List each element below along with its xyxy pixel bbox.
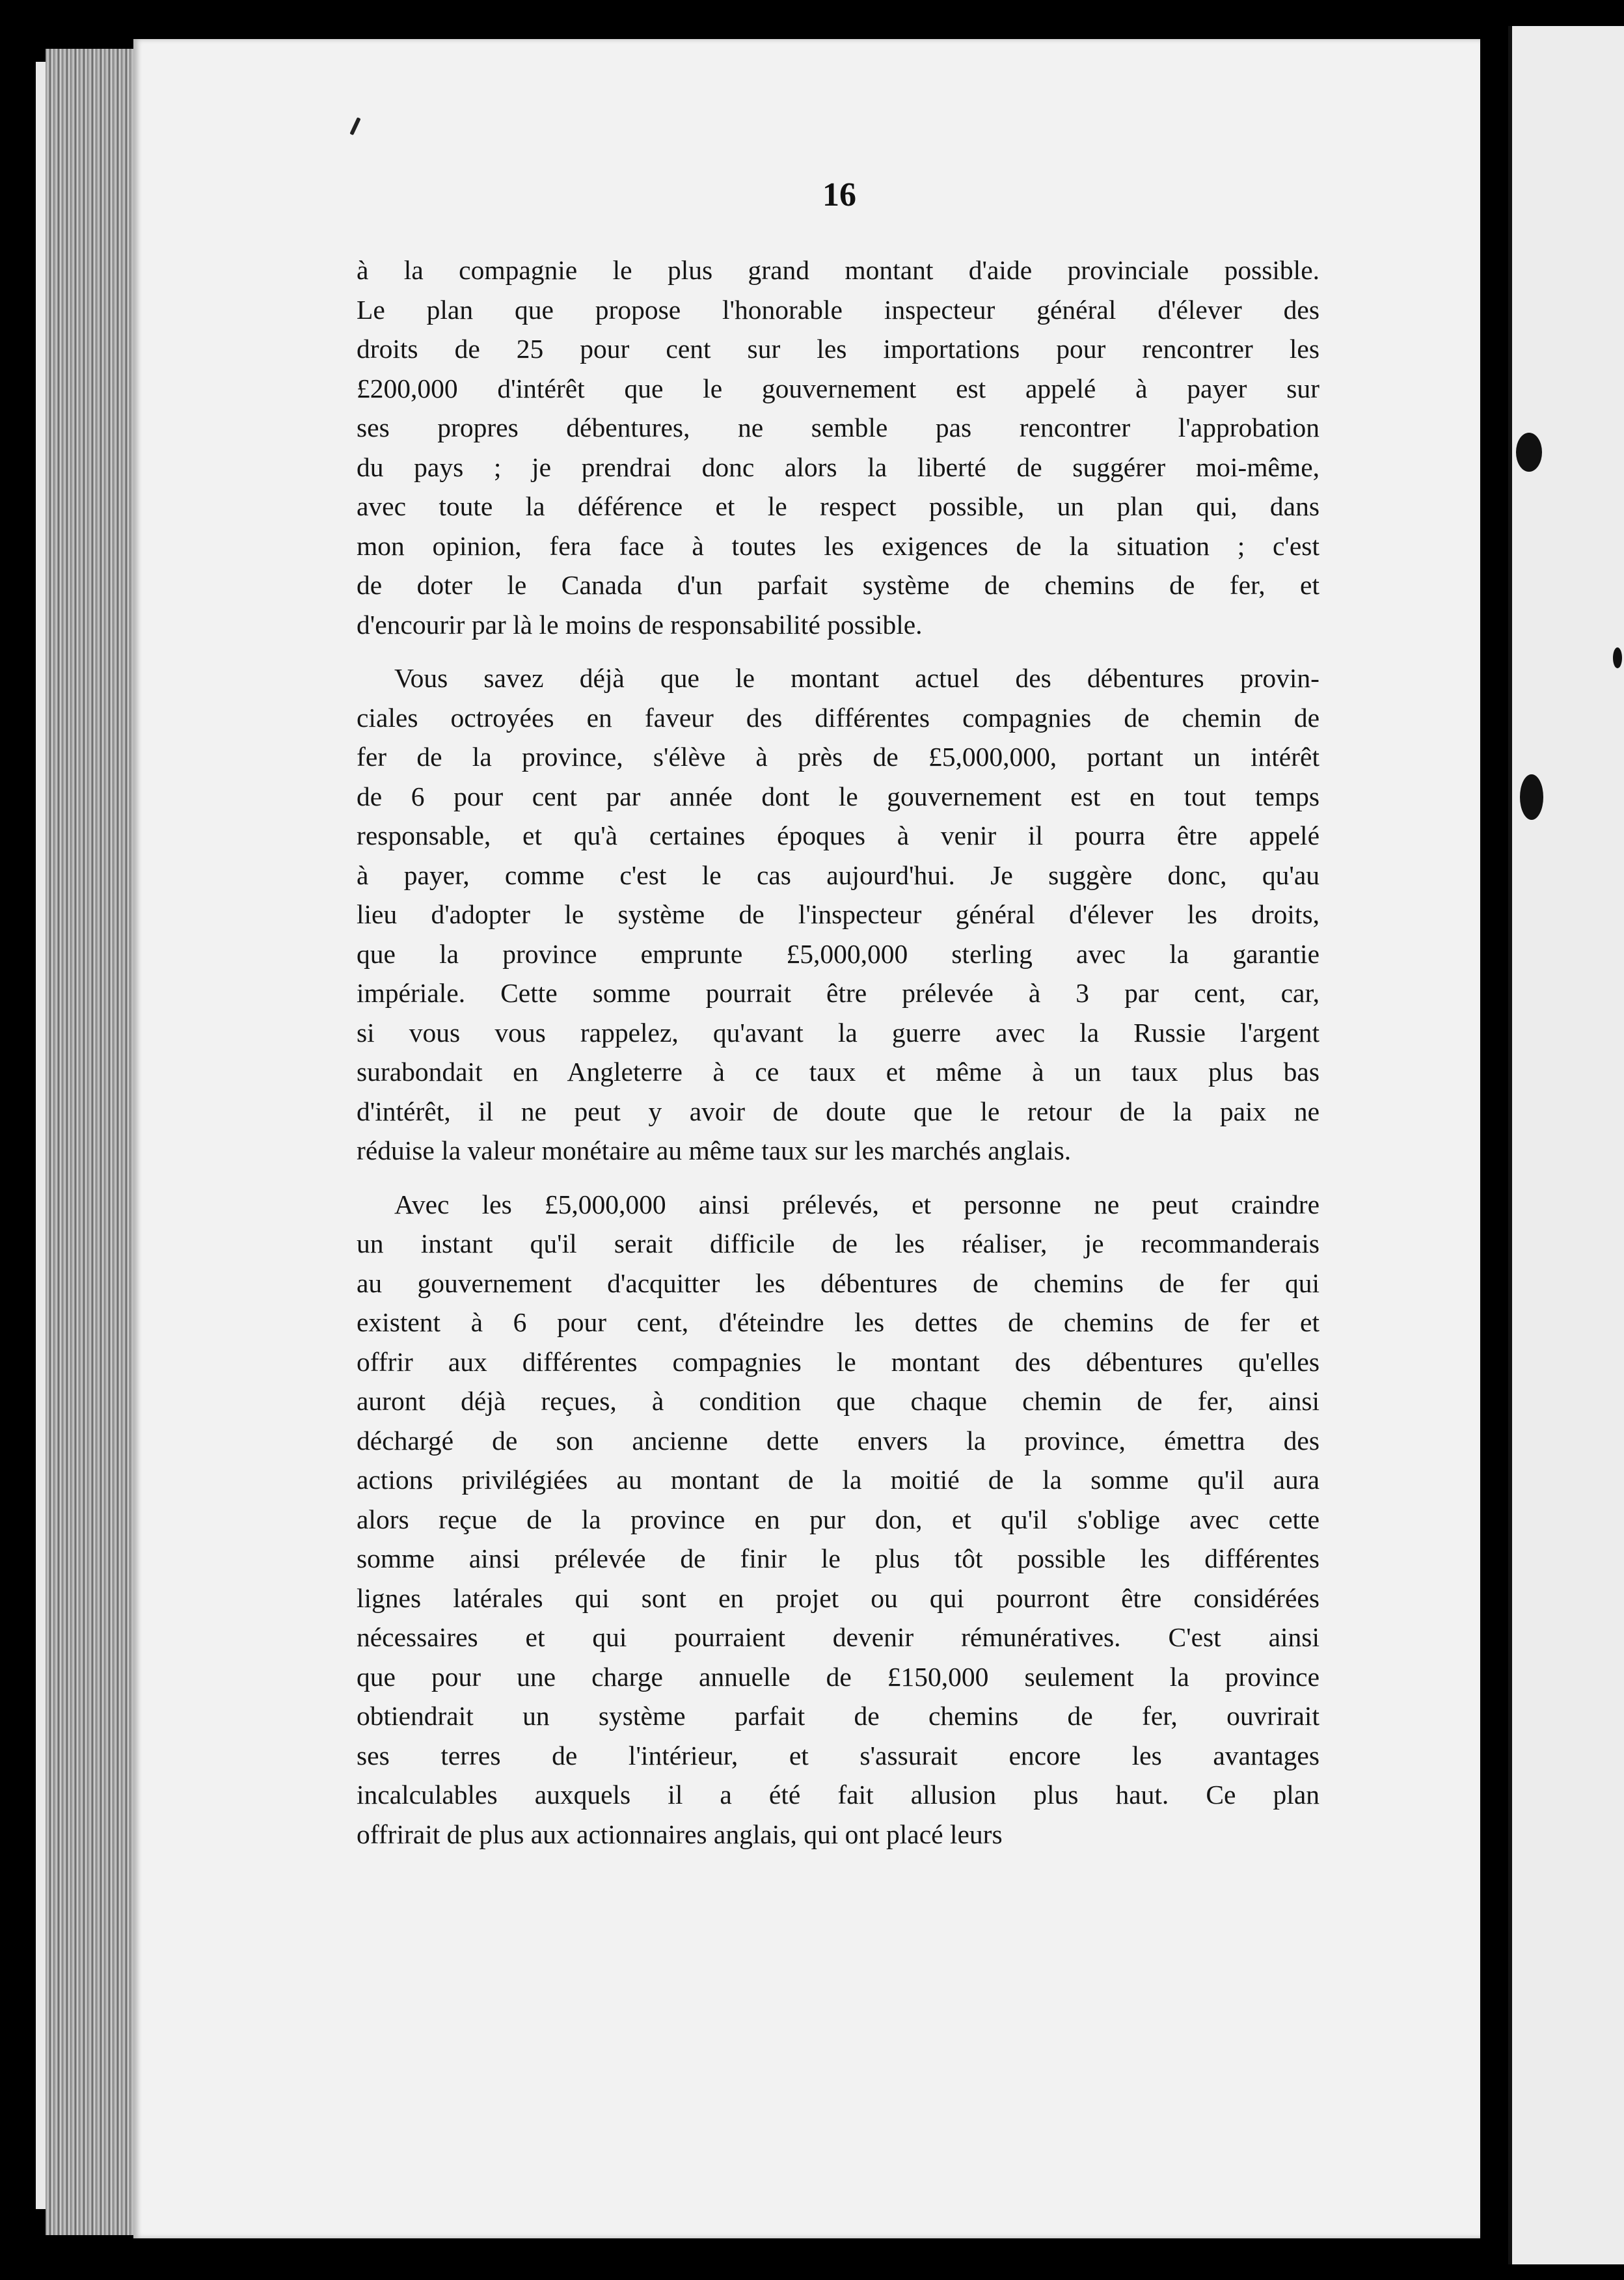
text-line: d'encourir par là le moins de responsabilité possible. (357, 609, 923, 640)
text-line: surabondait en Angleterre à ce taux et même à un taux plus bas (357, 1057, 1320, 1087)
ink-blot (1520, 774, 1543, 820)
adjacent-page-fragment (1508, 26, 1624, 2264)
text-line: obtiendrait un système parfait de chemins de fer, ouvrirait (357, 1701, 1320, 1731)
text-line: somme ainsi prélevée de finir le plus tôt possible les différentes (357, 1543, 1320, 1573)
text-line: réduise la valeur monétaire au même taux sur les marchés anglais. (357, 1135, 1072, 1165)
text-line: de 6 pour cent par année dont le gouvernement est en tout temps (357, 781, 1320, 811)
stray-mark (349, 117, 360, 135)
text-line: que pour une charge annuelle de £150,000 seulement la province (357, 1661, 1320, 1692)
text-line: existent à 6 pour cent, d'éteindre les dettes de chemins de fer et (357, 1307, 1320, 1337)
text-line: Vous savez déjà que le montant actuel des débentures provin- (394, 663, 1320, 693)
text-line: responsable, et qu'à certaines époques à venir il pourra être appelé (357, 821, 1320, 850)
ink-blot (1613, 647, 1622, 668)
text-line: ses propres débentures, ne semble pas rencontrer l'approbation (357, 413, 1320, 442)
text-line: mon opinion, fera face à toutes les exigences de la situation ; c'est (357, 530, 1320, 561)
text-line: alors reçue de la province en pur don, et qu'il s'oblige avec cette (357, 1504, 1320, 1534)
text-line: un instant qu'il serait difficile de les réaliser, je recommanderais (357, 1228, 1320, 1258)
body-text (357, 251, 1320, 1868)
page-stack-edges (46, 49, 143, 2235)
text-line: à la compagnie le plus grand montant d'aide provinciale possible. (357, 255, 1320, 285)
text-line: Le plan que propose l'honorable inspecteur général d'élever des (357, 294, 1320, 325)
page-number: 16 (822, 176, 856, 213)
text-line: que la province emprunte £5,000,000 sterling avec la garantie (357, 938, 1320, 969)
text-line: actions privilégiées au montant de la moitié de la somme qu'il aura (357, 1465, 1320, 1495)
text-line: lignes latérales qui sont en projet ou qui pourront être considérées (357, 1582, 1320, 1613)
text-line: de doter le Canada d'un parfait système de chemins de fer, et (357, 570, 1320, 600)
text-line: déchargé de son ancienne dette envers la province, émettra des (357, 1425, 1320, 1456)
text-line: £200,000 d'intérêt que le gouvernement est appelé à payer sur (357, 373, 1320, 403)
text-line: impériale. Cette somme pourrait être prélevée à 3 par cent, car, (357, 978, 1320, 1008)
paragraph (357, 251, 1320, 644)
paragraph (357, 658, 1320, 1171)
text-line: si vous vous rappelez, qu'avant la guerre avec la Russie l'argent (357, 1017, 1320, 1048)
text-line: Avec les £5,000,000 ainsi prélevés, et personne ne peut craindre (394, 1189, 1320, 1219)
text-line: incalculables auxquels il a été fait allusion plus haut. Ce plan (357, 1780, 1320, 1810)
text-line: lieu d'adopter le système de l'inspecteur général d'élever les droits, (357, 899, 1320, 929)
text-line: offrirait de plus aux actionnaires anglais, qui ont placé leurs (357, 1819, 1003, 1849)
text-line: d'intérêt, il ne peut y avoir de doute que le retour de la paix ne (357, 1096, 1320, 1126)
ink-blot (1516, 433, 1542, 472)
text-line: au gouvernement d'acquitter les débentures de chemins de fer qui (357, 1268, 1320, 1298)
text-line: ses terres de l'intérieur, et s'assurait encore les avantages (357, 1740, 1320, 1771)
text-line: fer de la province, s'élève à près de £5,000,000, portant un intérêt (357, 742, 1320, 772)
text-line: nécessaires et qui pourraient devenir rémunératives. C'est ainsi (357, 1622, 1320, 1652)
text-line: auront déjà reçues, à condition que chaque chemin de fer, ainsi (357, 1386, 1320, 1416)
text-line: avec toute la déférence et le respect possible, un plan qui, dans (357, 491, 1320, 521)
text-line: droits de 25 pour cent sur les importations pour rencontrer les (357, 334, 1320, 364)
text-line: offrir aux différentes compagnies le montant des débentures qu'elles (357, 1346, 1320, 1377)
text-line: du pays ; je prendrai donc alors la liberté de suggérer moi-même, (357, 452, 1320, 482)
text-line: ciales octroyées en faveur des différentes compagnies de chemin de (357, 702, 1320, 733)
text-line: à payer, comme c'est le cas aujourd'hui. Je suggère donc, qu'au (357, 860, 1320, 890)
paragraph (357, 1185, 1320, 1854)
